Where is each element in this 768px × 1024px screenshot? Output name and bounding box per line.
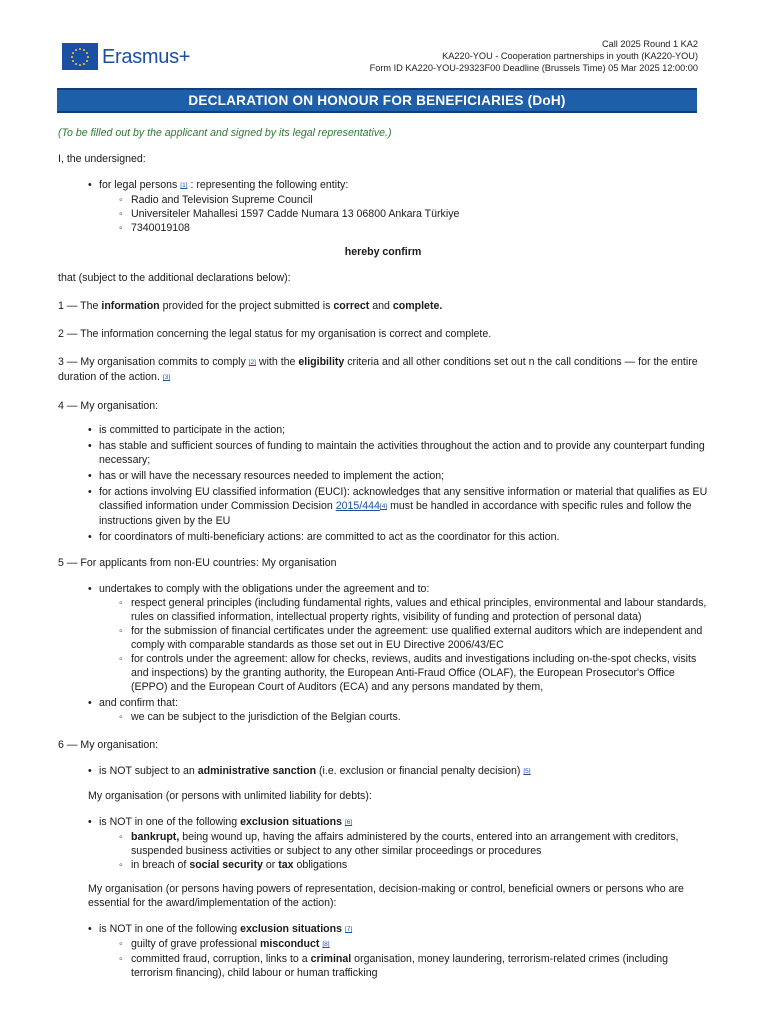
entity-id: ◦ 7340019108 xyxy=(119,221,708,235)
representation-paragraph: My organisation (or persons having powers of representation, decision-making or control, beneficial owners or persons who are essential for the award/implementation of the action): xyxy=(88,883,684,909)
instruction-note: (To be filled out by the applicant and signed by its legal representative.) xyxy=(58,127,392,139)
section-5-list xyxy=(88,582,708,724)
meta-line: Form ID KA220-YOU-29323F00 Deadline (Brussels Time) 05 Mar 2025 12:00:00 xyxy=(369,63,698,74)
sub-list xyxy=(119,710,708,724)
list-item: • has or will have the necessary resources needed to implement the action; xyxy=(88,469,708,483)
eu-flag-icon xyxy=(62,43,98,70)
list-item xyxy=(88,178,708,235)
list-item: • is NOT subject to an administrative sanction (i.e. exclusion or financial penalty decision) [5] xyxy=(88,764,708,779)
footnote-link[interactable]: [4] xyxy=(379,503,388,510)
section-4-list xyxy=(88,423,708,544)
entity-address: ◦ Universiteler Mahallesi 1597 Cadde Numara 13 06800 Ankara Türkiye xyxy=(119,207,708,221)
list-item: • is committed to participate in the action; xyxy=(88,423,708,437)
subject-text: that (subject to the additional declarations below): xyxy=(58,272,291,284)
sub-item: ◦ guilty of grave professional misconduct [8] xyxy=(119,937,708,952)
footnote-link[interactable]: [5] xyxy=(523,768,531,775)
sub-list xyxy=(119,830,708,872)
list-item: • for coordinators of multi-beneficiary actions: are committed to act as the coordinator for this action. xyxy=(88,530,708,544)
declaration-body xyxy=(58,124,708,980)
liability-paragraph: My organisation (or persons with unlimited liability for debts): xyxy=(88,790,372,802)
entity-name: ◦ Radio and Television Supreme Council xyxy=(119,193,708,207)
section-6-heading: 6 — My organisation: xyxy=(58,739,159,751)
section-6-list-a xyxy=(88,764,708,779)
decision-link[interactable]: 2015/444 xyxy=(335,500,380,512)
sub-item: ◦ for controls under the agreement: allow for checks, reviews, audits and investigations including on-the-spot checks, visits and inspections) by the granting authority, the European Anti-Fraud Office (OLAF), the European Prosecutor's Office (EPPO) and the European Court of Auditors (ECA) and any persons mandated by them, xyxy=(119,652,708,694)
section-4-heading: 4 — My organisation: xyxy=(58,400,159,412)
sub-item: ◦ committed fraud, corruption, links to a criminal organisation, money laundering, terrorism-related crimes (including terrorism financing), child labour or human trafficking xyxy=(119,952,708,980)
section-3: 3 — My organisation commits to comply [2] with the eligibility criteria and all other conditions set out n the call conditions — for the entire duration of the action. [3] xyxy=(58,356,698,383)
sub-list xyxy=(119,937,708,980)
list-item: • undertakes to comply with the obligations under the agreement and to: ◦ respect general principles (including fundamental rights, values and ethical principles, environmental and labour standards, rules on classified information, intellectual property rights, visibility of funding and protection of personal data) ◦ for the submission of financial certificates under the agreement: use qualified external auditors which are independent and comply with comparable standards as those set out in EU Directive 2006/43/EC ◦ for controls under the agreement: allow for checks, reviews, audits and investigations including on-the-spot checks, visits and inspections) by the granting authority, the European Anti-Fraud Office (OLAF), the European Prosecutor's Office (EPPO) and the European Court of Auditors (ECA) and any persons mandated by them, xyxy=(88,582,708,694)
sub-item: ◦ bankrupt, being wound up, having the affairs administered by the courts, entered into an arrangement with creditors, suspended business activities or subject to any other similar proceedings or procedures xyxy=(119,830,708,858)
document-title: DECLARATION ON HONOUR FOR BENEFICIARIES (DoH) xyxy=(57,88,697,113)
footnote-link[interactable]: [3] xyxy=(162,374,171,381)
list-item: • is NOT in one of the following exclusion situations [6] ◦ bankrupt, being wound up, having the affairs administered by the courts, entered into an arrangement with creditors, suspended business activities or subject to any other similar proceedings or procedures ◦ in breach of social security or tax obligations xyxy=(88,815,708,872)
legal-prefix: for legal persons xyxy=(99,179,178,191)
footnote-link[interactable]: [7] xyxy=(344,926,353,933)
sub-item: ◦ for the submission of financial certificates under the agreement: use qualified external auditors which are independent and comply with comparable standards as those set out in EU Directive 2006/43/EC xyxy=(119,624,708,652)
sub-list xyxy=(119,596,708,694)
list-item: • has stable and sufficient sources of funding to maintain the activities throughout the action and to provide any counterpart funding necessary; xyxy=(88,439,708,467)
sub-item: ◦ respect general principles (including fundamental rights, values and ethical principles, environmental and labour standards, rules on classified information, intellectual property rights, visibility of funding and protection of personal data) xyxy=(119,596,708,624)
entity-details xyxy=(119,193,708,235)
section-6-list-c xyxy=(88,922,708,980)
sub-item: ◦ we can be subject to the jurisdiction of the Belgian courts. xyxy=(119,710,708,724)
section-6-list-b xyxy=(88,815,708,872)
document-header xyxy=(62,38,698,78)
sub-item: ◦ in breach of social security or tax obligations xyxy=(119,858,708,872)
meta-line: KA220-YOU - Cooperation partnerships in youth (KA220-YOU) xyxy=(442,51,698,62)
list-item: • for actions involving EU classified information (EUCI): acknowledges that any sensitive information or material that qualifies as EU classified information under Commission Decision 2015/444[4] must be handled in accordance with specific rules and follow the instructions given by the EU xyxy=(88,485,708,528)
meta-line: Call 2025 Round 1 KA2 xyxy=(601,39,698,49)
logo-text: Erasmus+ xyxy=(102,45,191,68)
undersigned-text: I, the undersigned: xyxy=(58,153,146,165)
footnote-link[interactable]: [1] xyxy=(180,182,188,189)
section-2: 2 — The information concerning the legal status for my organisation is correct and complete. xyxy=(58,328,492,340)
confirm-heading: hereby confirm xyxy=(344,246,422,258)
footnote-link[interactable]: [6] xyxy=(344,819,353,826)
legal-suffix: : representing the following entity: xyxy=(187,179,349,191)
erasmus-logo xyxy=(62,43,190,70)
call-meta xyxy=(370,38,698,75)
footnote-link[interactable]: [2] xyxy=(248,359,256,366)
footnote-link[interactable]: [8] xyxy=(322,941,330,948)
section-5-heading: 5 — For applicants from non-EU countries: My organisation xyxy=(58,557,337,569)
legal-person-list xyxy=(88,178,708,235)
list-item: • and confirm that: ◦ we can be subject to the jurisdiction of the Belgian courts. xyxy=(88,696,708,724)
section-1: 1 — The information provided for the project submitted is correct and complete. xyxy=(58,300,443,312)
list-item: • is NOT in one of the following exclusion situations [7] ◦ guilty of grave professional misconduct [8] ◦ committed fraud, corruption, links to a criminal organisation, money laundering, terrorism-related crimes (including terrorism financing), child labour or human trafficking xyxy=(88,922,708,980)
